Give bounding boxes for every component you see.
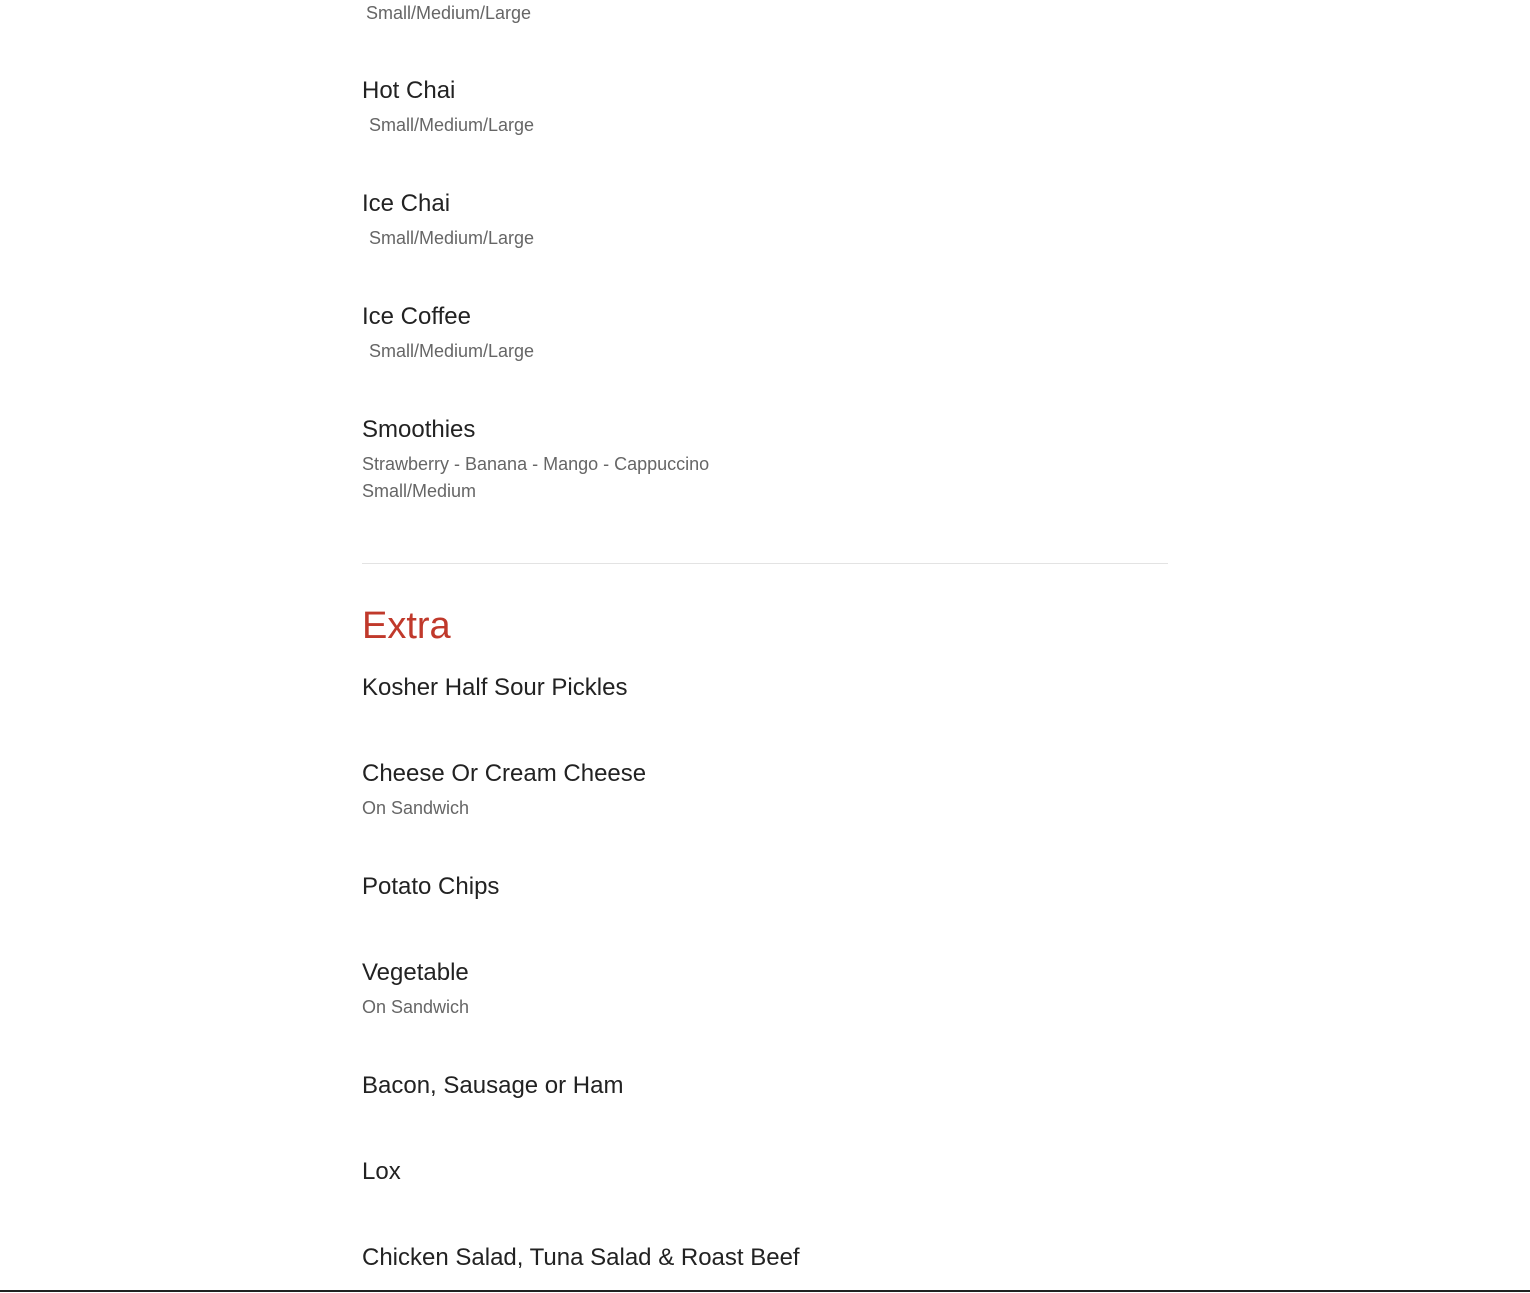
- menu-item-ice-coffee: [362, 302, 534, 365]
- section-title-extra: Extra: [362, 605, 451, 647]
- section-divider: [362, 563, 1168, 564]
- menu-item-salads-roast-beef: [362, 1243, 800, 1273]
- menu-item-name: Smoothies: [362, 416, 476, 443]
- menu-item-vegetable: [362, 958, 469, 1021]
- menu-item-name: Ice Coffee: [362, 303, 471, 330]
- menu-item-hot-chai: [362, 76, 534, 139]
- menu-item-name: Ice Chai: [362, 190, 451, 217]
- menu-item-name: Potato Chips: [362, 873, 500, 900]
- menu-item-description: Small/Medium/Large: [369, 341, 535, 361]
- menu-item-ice-chai: [362, 189, 534, 252]
- menu-item-name: Hot Chai: [362, 77, 456, 104]
- menu-item-description: Strawberry - Banana - Mango - Cappuccino: [362, 454, 710, 474]
- menu-item-description: On Sandwich: [362, 997, 470, 1017]
- menu-item-description: Small/Medium/Large: [369, 228, 535, 248]
- menu-item-description: Small/Medium/Large: [369, 115, 535, 135]
- menu-item-name: Vegetable: [362, 959, 469, 986]
- menu-item-potato-chips: [362, 872, 499, 902]
- page-bottom-border: [0, 1290, 1530, 1292]
- menu-item-description: On Sandwich: [362, 798, 470, 818]
- menu-item-sizes: Small/Medium: [362, 481, 477, 501]
- menu-item-smoothies: [362, 415, 709, 505]
- menu-item-bacon-sausage-ham: [362, 1071, 623, 1101]
- menu-item-description: Small/Medium/Large: [366, 3, 532, 23]
- menu-item-lox: [362, 1157, 401, 1187]
- menu-item-cheese: [362, 759, 646, 822]
- menu-item-name: Bacon, Sausage or Ham: [362, 1072, 624, 1099]
- menu-item-pickles: [362, 673, 627, 703]
- menu-item-name: Kosher Half Sour Pickles: [362, 674, 628, 701]
- menu-item: [362, 0, 531, 27]
- menu-item-name: Cheese Or Cream Cheese: [362, 760, 647, 787]
- menu-item-name: Chicken Salad, Tuna Salad & Roast Beef: [362, 1244, 800, 1271]
- menu-item-name: Lox: [362, 1158, 401, 1185]
